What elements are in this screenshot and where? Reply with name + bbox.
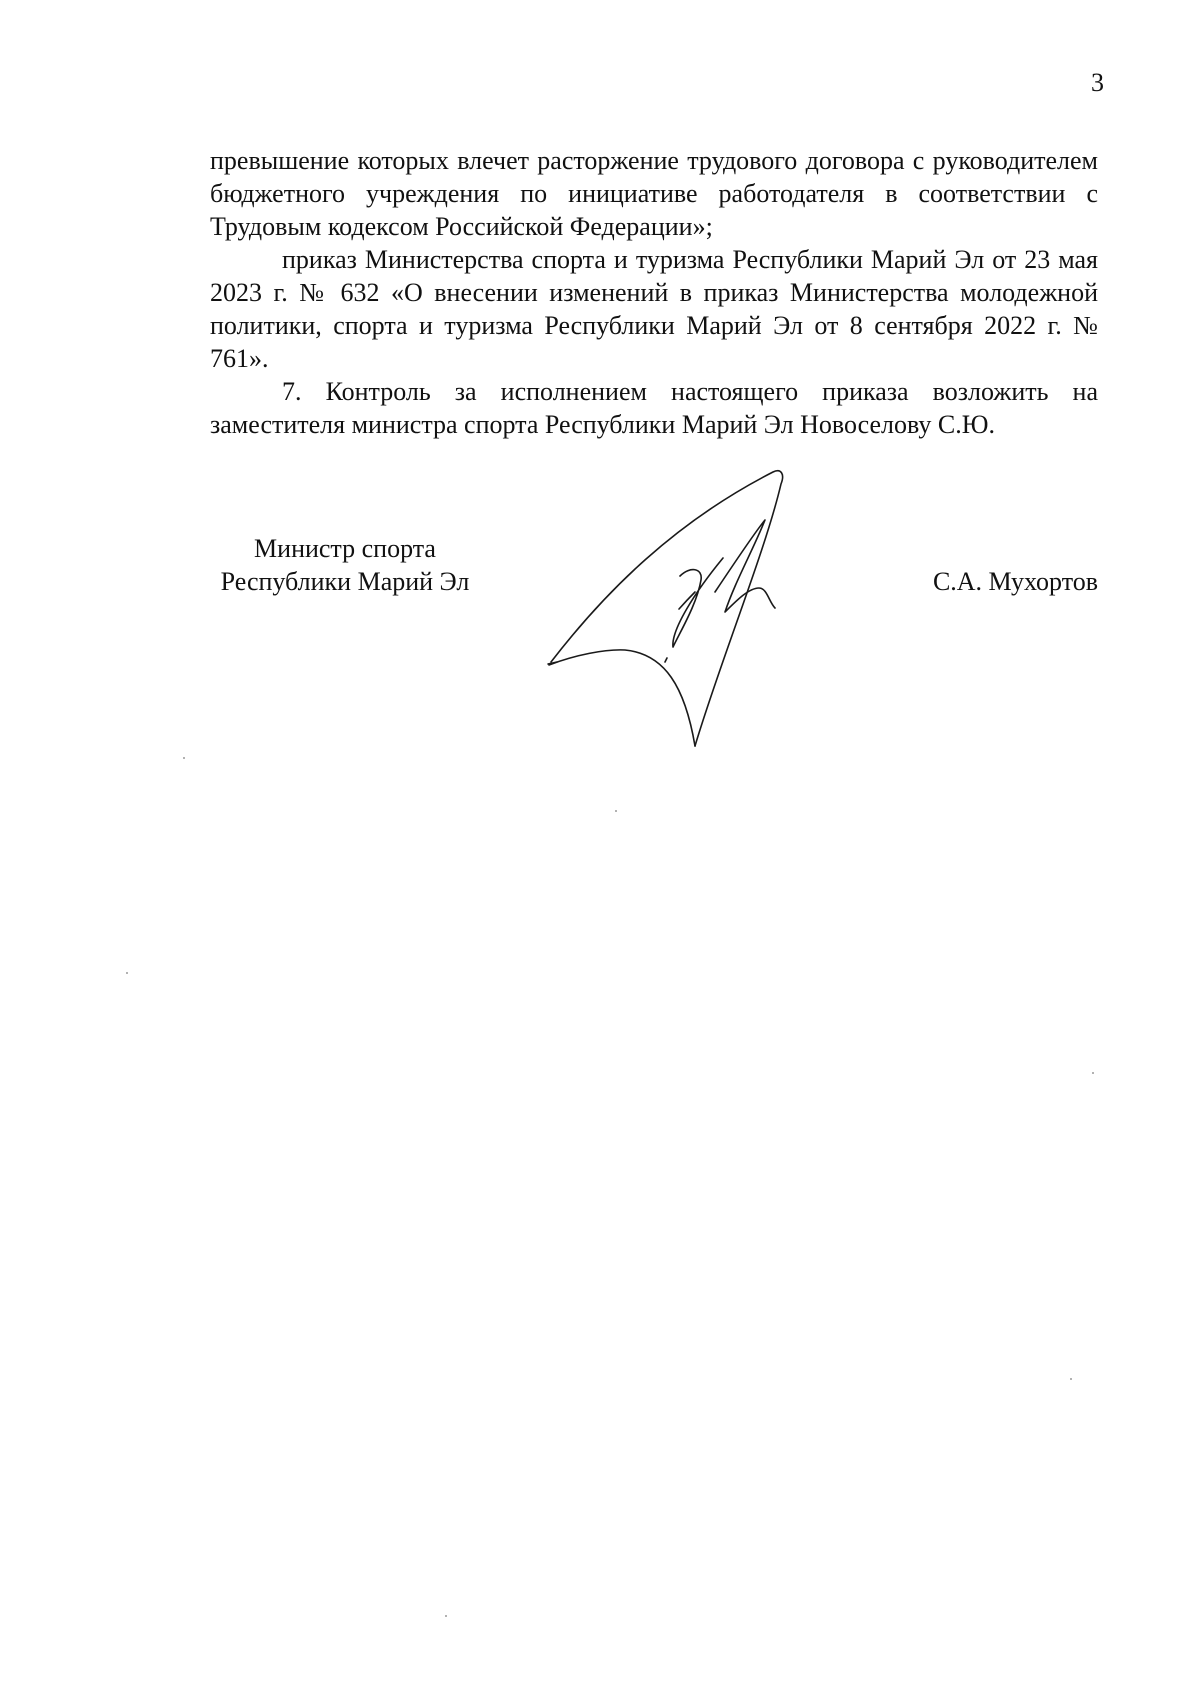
paragraph-order-reference: приказ Министерства спорта и туризма Республики Марий Эл от 23 мая 2023 г. № 632 «О внесении изменений в приказ Министерства молодежной политики, спорта и туризма Республики Марий Эл от 8 сентября 2022 г. № 761». [210,245,1098,373]
paragraph-continuation: превышение которых влечет расторжение трудового договора с руководителем бюджетного учреждения по инициативе работодателя в соответствии с Трудовым кодексом Российской Федерации»; [210,146,1098,241]
signer-position [210,532,480,598]
scan-speck [126,972,128,974]
scan-speck [1070,1378,1072,1380]
handwritten-signature [545,462,820,747]
page-number: 3 [1091,68,1104,97]
scan-speck [183,757,185,759]
scan-speck [1092,1072,1094,1074]
signer-position-line-1: Министр спорта [254,534,436,563]
paragraph-control-clause: 7. Контроль за исполнением настоящего приказа возложить на заместителя министра спорта Республики Марий Эл Новоселову С.Ю. [210,377,1098,439]
scan-speck [445,1615,447,1617]
signer-name: С.А. Мухортов [932,567,1098,596]
document-body [210,144,1098,441]
scan-speck [615,810,617,812]
signer-position-line-2: Республики Марий Эл [220,567,470,596]
